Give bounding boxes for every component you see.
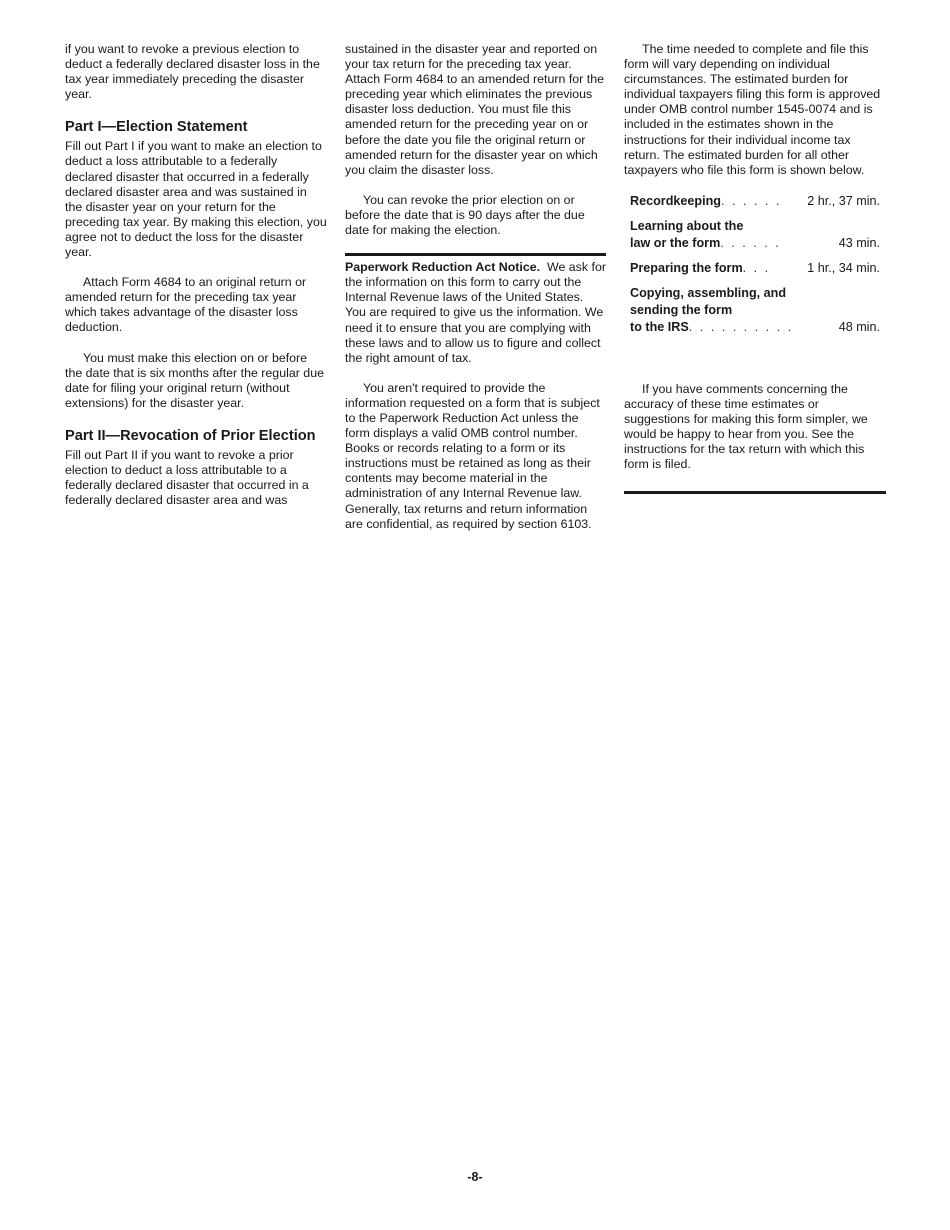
section-divider xyxy=(624,491,886,494)
burden-value: 1 hr., 34 min. xyxy=(807,260,880,275)
paragraph: If you have comments concerning the accuracy of these time estimates or suggestions for making this form simpler, we would be happy to hear from you. See the instructions for the tax return with which this form is filed. xyxy=(624,381,868,472)
table-row xyxy=(624,193,886,218)
burden-label: Preparing the form. . . xyxy=(630,260,771,275)
paragraph: You can revoke the prior election on or before the date that is 90 days after the due date for making the election. xyxy=(345,192,585,238)
paragraph: Fill out Part I if you want to make an election to deduct a loss attributable to a federally declared disaster that occurred in a federally declared disaster area and was sustained in the disaster year on your return for the preceding tax year. By making this election, you agree not to deduct the loss for the disaster year. xyxy=(65,139,327,260)
table-row xyxy=(624,285,886,344)
paperwork-notice xyxy=(345,260,606,366)
paragraph: You aren't required to provide the information requested on a form that is subject to the Paperwork Reduction Act unless the form displays a valid OMB control number. Books or records relating to a form or its instructions must be retained as long as their contents may become material in the administration of any Internal Revenue law. Generally, tax returns and return information are confidential, as required by section 6103. xyxy=(345,380,600,531)
burden-table xyxy=(624,193,886,344)
burden-label: Copying, assembling, and sending the form to the IRS. . . . . . . . . . xyxy=(630,285,794,334)
burden-value: 2 hr., 37 min. xyxy=(807,193,880,208)
burden-value: 48 min. xyxy=(838,319,880,334)
paragraph: Attach Form 4684 to an original return or amended return for the preceding tax year which takes advantage of the disaster loss deduction. xyxy=(65,275,307,335)
paragraph: You must make this election on or before the date that is six months after the regular due date for filing your original return (without extensions) for the disaster year. xyxy=(65,350,324,410)
paragraph: Fill out Part II if you want to revoke a prior election to deduct a loss attributable to a federally declared disaster that occurred in a federally declared disaster area and was xyxy=(65,447,309,508)
page-number: -8- xyxy=(467,1170,483,1184)
table-row xyxy=(624,260,886,285)
column-middle xyxy=(345,42,606,547)
table-row xyxy=(624,218,886,260)
section-divider xyxy=(345,253,606,256)
part2-heading: Part II—Revocation of Prior Election xyxy=(65,427,316,444)
paragraph: if you want to revoke a previous election to deduct a federally declared disaster loss in the tax year immediately preceding the disaster year. xyxy=(65,42,320,102)
notice-text: We ask for the information on this form to carry out the Internal Revenue laws of the United States. You are required to give us the information. We need it to ensure that you are complying with these laws and to allow us to figure and collect the right amount of tax. xyxy=(345,260,606,365)
burden-value: 43 min. xyxy=(838,235,880,250)
paragraph: The time needed to complete and file this form will vary depending on individual circumstances. The estimated burden for individual taxpayers filing this form is approved under OMB control number 1545-0074 and is included in the estimates shown in the instructions for their individual income tax return. The estimated burden for all other taxpayers who file this form is shown below. xyxy=(624,42,881,177)
part1-heading: Part I—Election Statement xyxy=(65,119,248,136)
paragraph: sustained in the disaster year and reported on your tax return for the preceding tax year. Attach Form 4684 to an amended return for the preceding year which eliminates the previous disaster loss deduction. You must file this amended return for the preceding year on or before the date you file the original return or amended return for the disaster year on which you claim the disaster loss. xyxy=(345,42,604,177)
column-right xyxy=(624,42,886,494)
burden-label: Learning about the law or the form. . . . . . xyxy=(630,218,781,250)
burden-label: Recordkeeping. . . . . . xyxy=(630,193,782,208)
notice-title: Paperwork Reduction Act Notice. xyxy=(345,260,541,275)
column-left xyxy=(65,42,327,523)
